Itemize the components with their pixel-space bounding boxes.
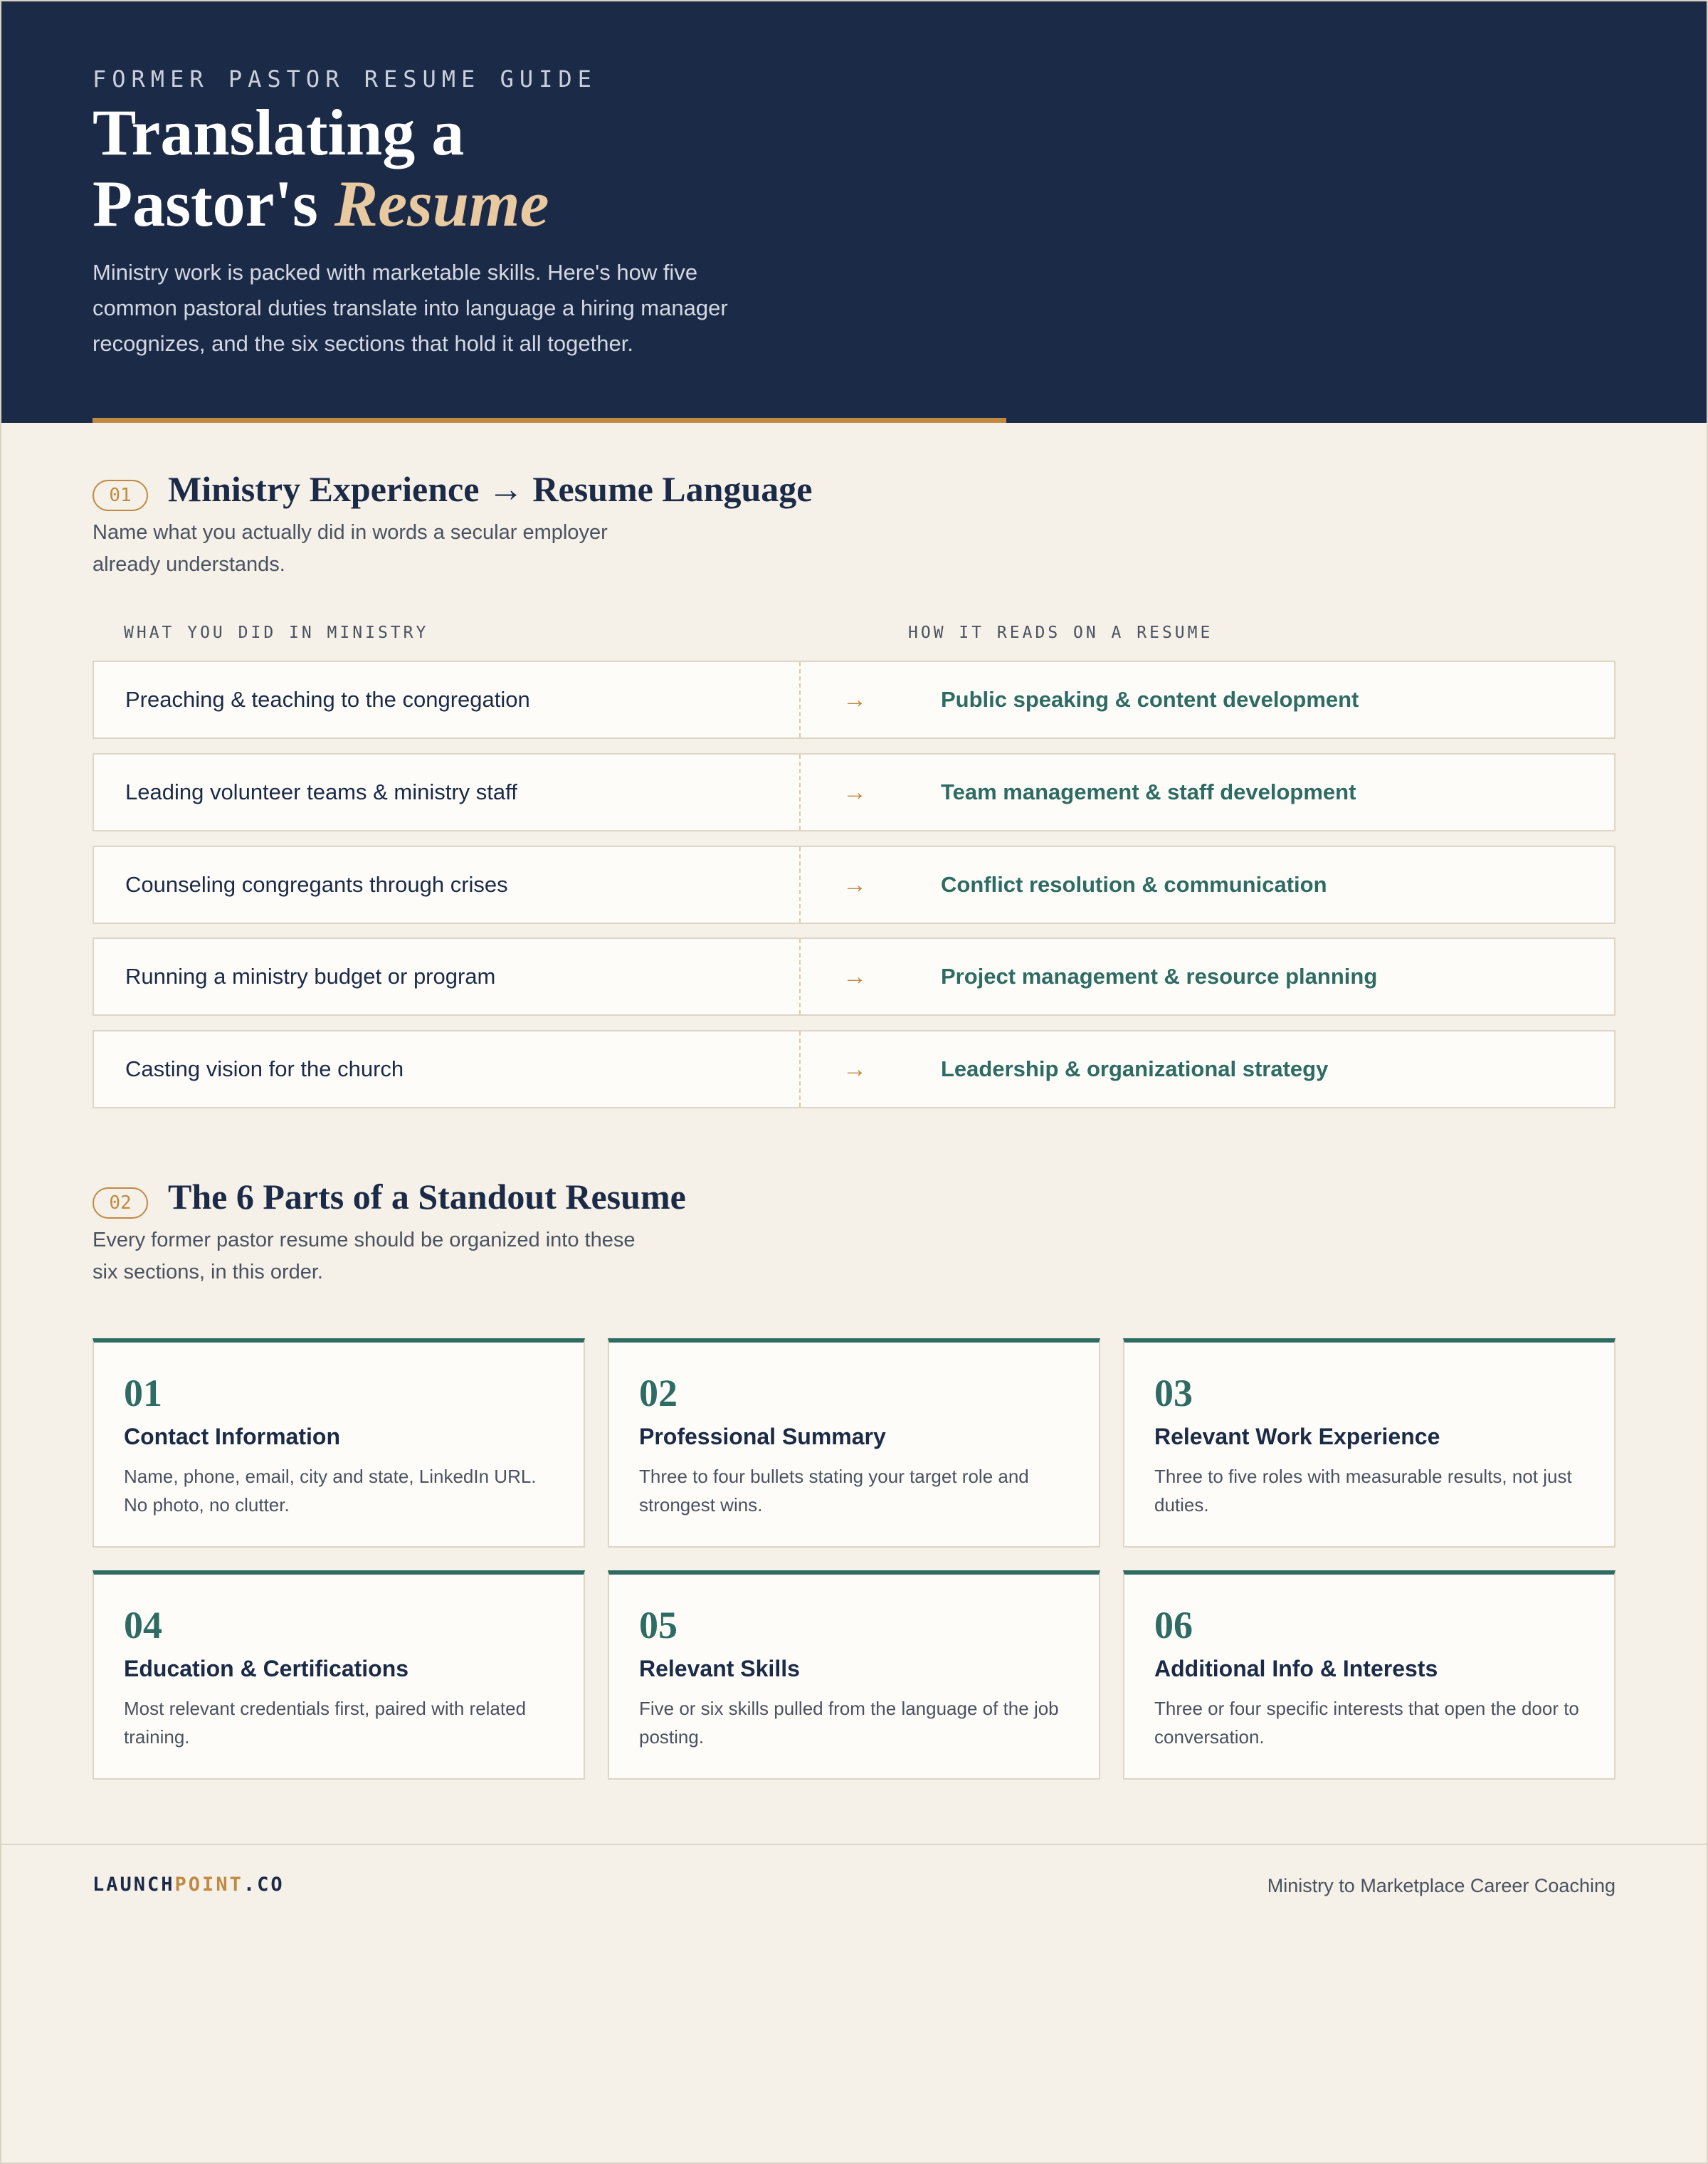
column-header-resume: HOW IT READS ON A RESUME	[908, 624, 1213, 642]
card-title: Education & Certifications	[124, 1656, 409, 1681]
card-number: 02	[639, 1372, 678, 1414]
card-description: Three or four specific interests that open the door to conversation.	[1154, 1698, 1579, 1748]
title-line-1: Translating a	[93, 96, 465, 169]
section-subtitle: Name what you actually did in words a secular employer already understands.	[93, 521, 608, 576]
row-divider	[799, 1031, 801, 1107]
brand-text-3: .CO	[243, 1874, 285, 1896]
row-divider	[799, 755, 801, 830]
hero-intro: Ministry work is packed with marketable skills. Here's how five common pastoral duties translate into language a hiring manager recognizes, and the six sections that hold it all together.	[93, 260, 728, 356]
brand-text-2: POINT	[174, 1874, 243, 1896]
card-title: Contact Information	[124, 1424, 340, 1449]
card-title: Relevant Work Experience	[1154, 1424, 1440, 1449]
card-number: 01	[124, 1372, 162, 1414]
ministry-duty: Leading volunteer teams & ministry staff	[125, 779, 517, 804]
title-accent: Resume	[334, 167, 549, 240]
row-divider	[799, 939, 801, 1014]
card-description: Most relevant credentials first, paired with related training.	[124, 1698, 527, 1748]
translation-row	[93, 753, 1615, 831]
resume-part-card	[1123, 1338, 1615, 1548]
resume-part-card	[93, 1338, 585, 1548]
card-description: Three to five roles with measurable results, not just duties.	[1154, 1466, 1572, 1516]
resume-part-card	[608, 1338, 1100, 1548]
brand-text-1: LAUNCH	[93, 1874, 175, 1896]
ministry-duty: Preaching & teaching to the congregation	[125, 687, 530, 712]
card-number: 06	[1154, 1604, 1193, 1646]
arrow-right-icon: →	[843, 871, 867, 898]
resume-skill: Leadership & organizational strategy	[941, 1056, 1329, 1081]
hero-banner	[0, 0, 1708, 423]
footer-tagline: Ministry to Marketplace Career Coaching	[1267, 1875, 1615, 1896]
row-divider	[799, 662, 801, 737]
card-title: Additional Info & Interests	[1154, 1656, 1438, 1681]
section-number-badge: 01	[93, 480, 148, 511]
card-number: 05	[639, 1604, 678, 1646]
row-divider	[799, 847, 801, 923]
card-number: 04	[124, 1604, 162, 1646]
resume-part-card	[608, 1570, 1100, 1780]
translation-row	[93, 661, 1615, 739]
resume-part-card	[93, 1570, 585, 1780]
ministry-duty: Counseling congregants through crises	[125, 872, 508, 897]
translation-row	[93, 846, 1615, 924]
hero-accent-rule	[93, 418, 1006, 423]
footer-divider	[0, 1844, 1708, 1845]
arrow-right-icon: →	[843, 1055, 867, 1083]
arrow-right-icon: →	[843, 778, 867, 806]
section-subtitle: Every former pastor resume should be organized into these six sections, in this order.	[93, 1229, 636, 1283]
arrow-right-icon: →	[843, 686, 867, 713]
resume-skill: Team management & staff development	[941, 779, 1356, 804]
resume-skill: Project management & resource planning	[941, 964, 1378, 989]
section-title: Ministry Experience → Resume Language	[168, 469, 813, 509]
card-description: Name, phone, email, city and state, LinkedIn URL. No photo, no clutter.	[124, 1466, 537, 1516]
brand-logo	[93, 1874, 285, 1896]
hero-eyebrow: FORMER PASTOR RESUME GUIDE	[93, 65, 597, 93]
card-number: 03	[1154, 1372, 1193, 1414]
ministry-duty: Running a ministry budget or program	[125, 964, 496, 989]
card-title: Relevant Skills	[639, 1656, 800, 1681]
card-description: Three to four bullets stating your target role and strongest wins.	[639, 1466, 1029, 1516]
ministry-duty: Casting vision for the church	[125, 1056, 404, 1081]
column-header-ministry: WHAT YOU DID IN MINISTRY	[124, 624, 429, 642]
section-title: The 6 Parts of a Standout Resume	[168, 1177, 686, 1217]
translation-row	[93, 937, 1615, 1016]
resume-skill: Conflict resolution & communication	[941, 872, 1327, 897]
card-title: Professional Summary	[639, 1424, 886, 1449]
resume-part-card	[1123, 1570, 1615, 1780]
title-line-2: Pastor's	[93, 167, 334, 240]
arrow-right-icon: →	[843, 962, 867, 990]
translation-row	[93, 1030, 1615, 1108]
section-number-badge: 02	[93, 1187, 148, 1219]
resume-skill: Public speaking & content development	[941, 687, 1359, 712]
card-description: Five or six skills pulled from the language of the job posting.	[639, 1698, 1059, 1748]
page-title	[93, 97, 947, 239]
